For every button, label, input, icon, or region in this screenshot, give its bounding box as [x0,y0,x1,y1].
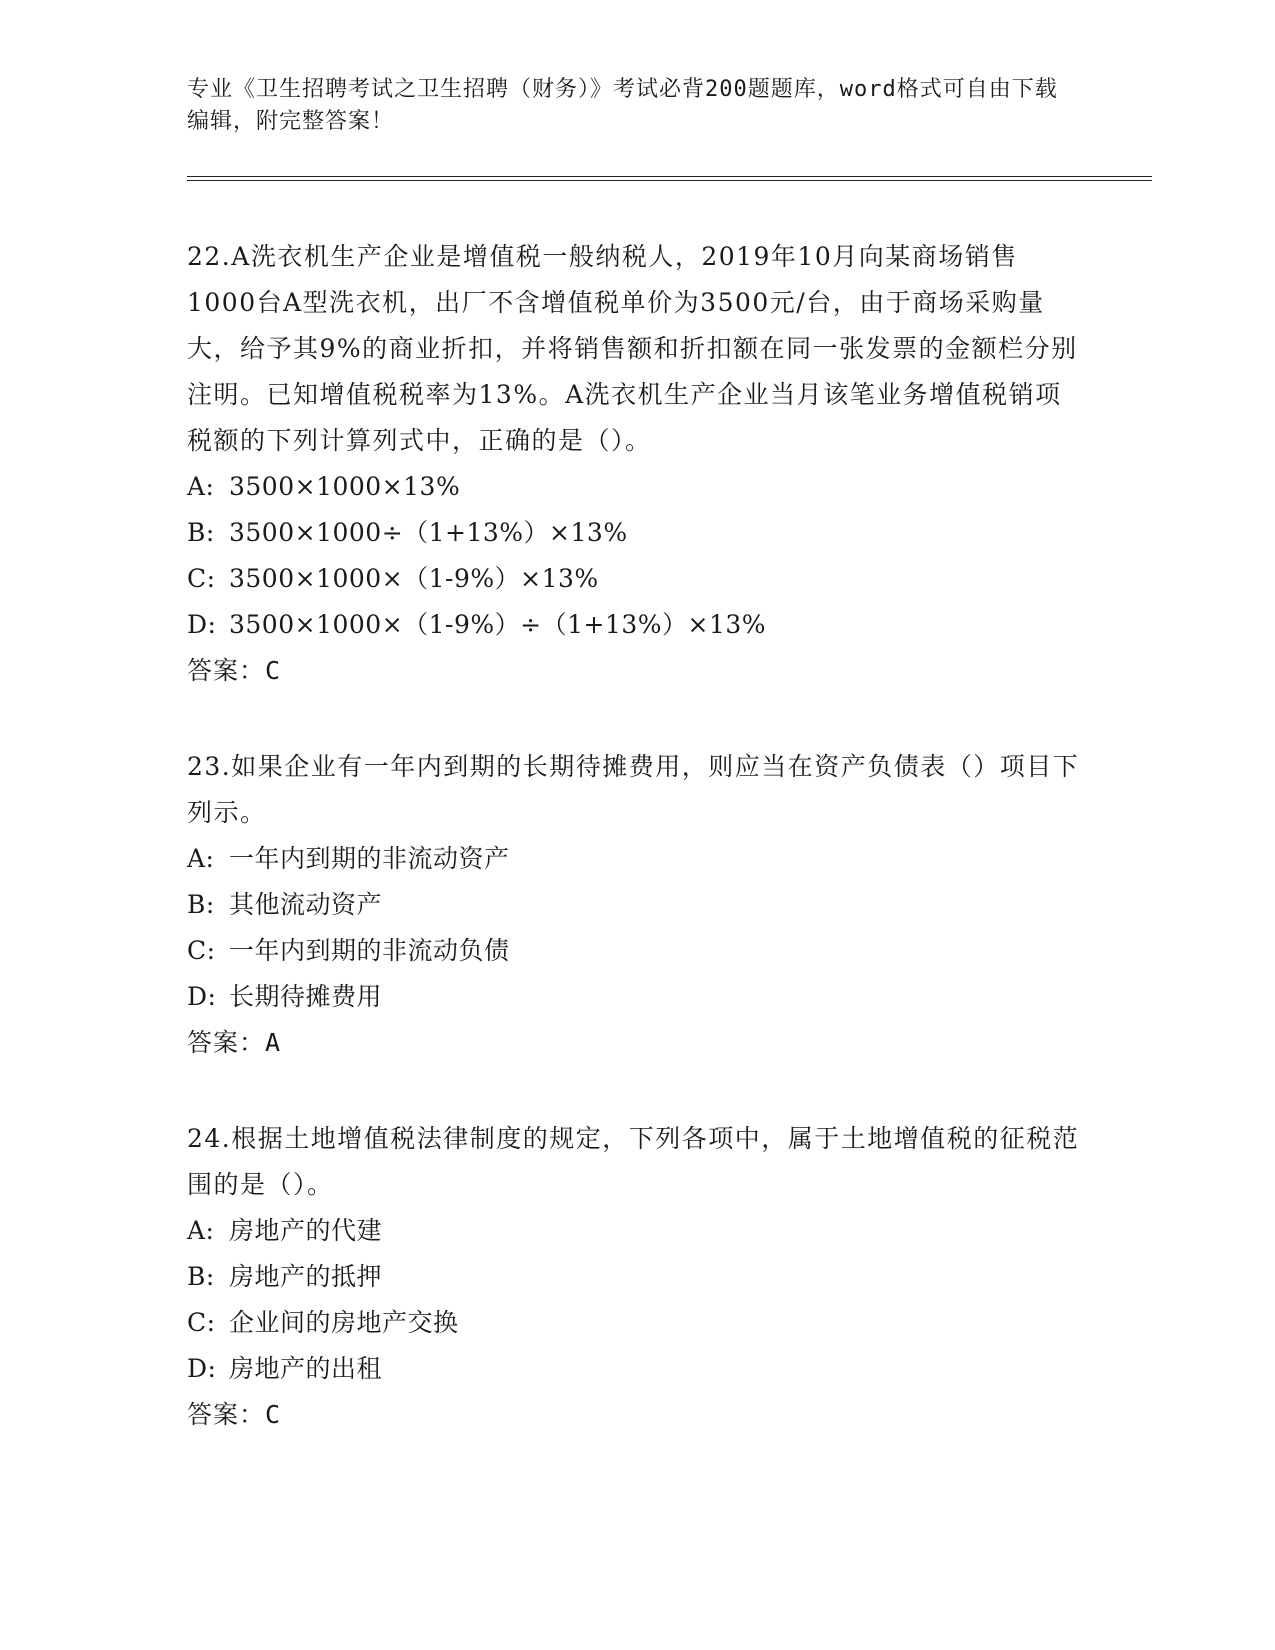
question-stem: 24.根据土地增值税法律制度的规定，下列各项中，属于土地增值税的征税范围的是（）。 [187,1124,1080,1199]
option-key: D: [187,982,217,1011]
option-d [187,974,1087,1020]
option-c [187,556,1087,602]
option-key: C: [187,564,216,593]
option-key: D: [187,1354,217,1383]
option-key: C: [187,1308,216,1337]
option-key: C: [187,936,216,965]
document-header: 专业《卫生招聘考试之卫生招聘（财务）》考试必背200题题库，word格式可自由下载编辑，附完整答案！ [187,77,1058,134]
question-stem: 22.A洗衣机生产企业是增值税一般纳税人，2019年10月向某商场销售1000台A型洗衣机，出厂不含增值税单价为3500元/台，由于商场采购量大，给予其9%的商业折扣，并将销售额和折扣额在同一张发票的金额栏分别注明。已知增值税税率为13%。A洗衣机生产企业当月该笔业务增值税销项税额的下列计算列式中，正确的是（）。 [187,242,1078,455]
option-text: 3500×1000×（1-9%）÷（1+13%）×13% [229,610,767,639]
question-24 [187,1116,1087,1438]
question-23 [187,744,1087,1066]
option-text: 房地产的抵押 [229,1262,383,1291]
question-stem: 23.如果企业有一年内到期的长期待摊费用，则应当在资产负债表（）项目下列示。 [187,752,1080,827]
option-text: 其他流动资产 [229,890,383,919]
option-key: D: [187,610,217,639]
option-text: 一年内到期的非流动资产 [229,844,510,873]
option-text: 房地产的代建 [229,1216,383,1245]
option-key: A: [187,1216,215,1245]
option-text: 房地产的出租 [229,1354,383,1383]
option-b [187,510,1087,556]
answer-line: 答案：C [187,656,282,685]
option-a [187,836,1087,882]
option-key: B: [187,518,215,547]
option-text: 3500×1000÷（1+13%）×13% [229,518,628,547]
option-key: A: [187,844,215,873]
option-c [187,1300,1087,1346]
option-text: 3500×1000×13% [229,472,461,501]
option-b [187,1254,1087,1300]
option-text: 3500×1000×（1-9%）×13% [229,564,599,593]
header-divider [187,176,1152,181]
option-text: 长期待摊费用 [229,982,383,1011]
option-key: B: [187,890,215,919]
option-d [187,602,1087,648]
option-a [187,1208,1087,1254]
question-list [187,234,1087,1488]
option-b [187,882,1087,928]
option-d [187,1346,1087,1392]
option-a [187,464,1087,510]
option-key: A: [187,472,215,501]
option-c [187,928,1087,974]
option-key: B: [187,1262,215,1291]
question-22 [187,234,1087,694]
answer-line: 答案：C [187,1400,282,1429]
answer-line: 答案：A [187,1028,282,1057]
option-text: 一年内到期的非流动负债 [229,936,510,965]
option-text: 企业间的房地产交换 [229,1308,459,1337]
